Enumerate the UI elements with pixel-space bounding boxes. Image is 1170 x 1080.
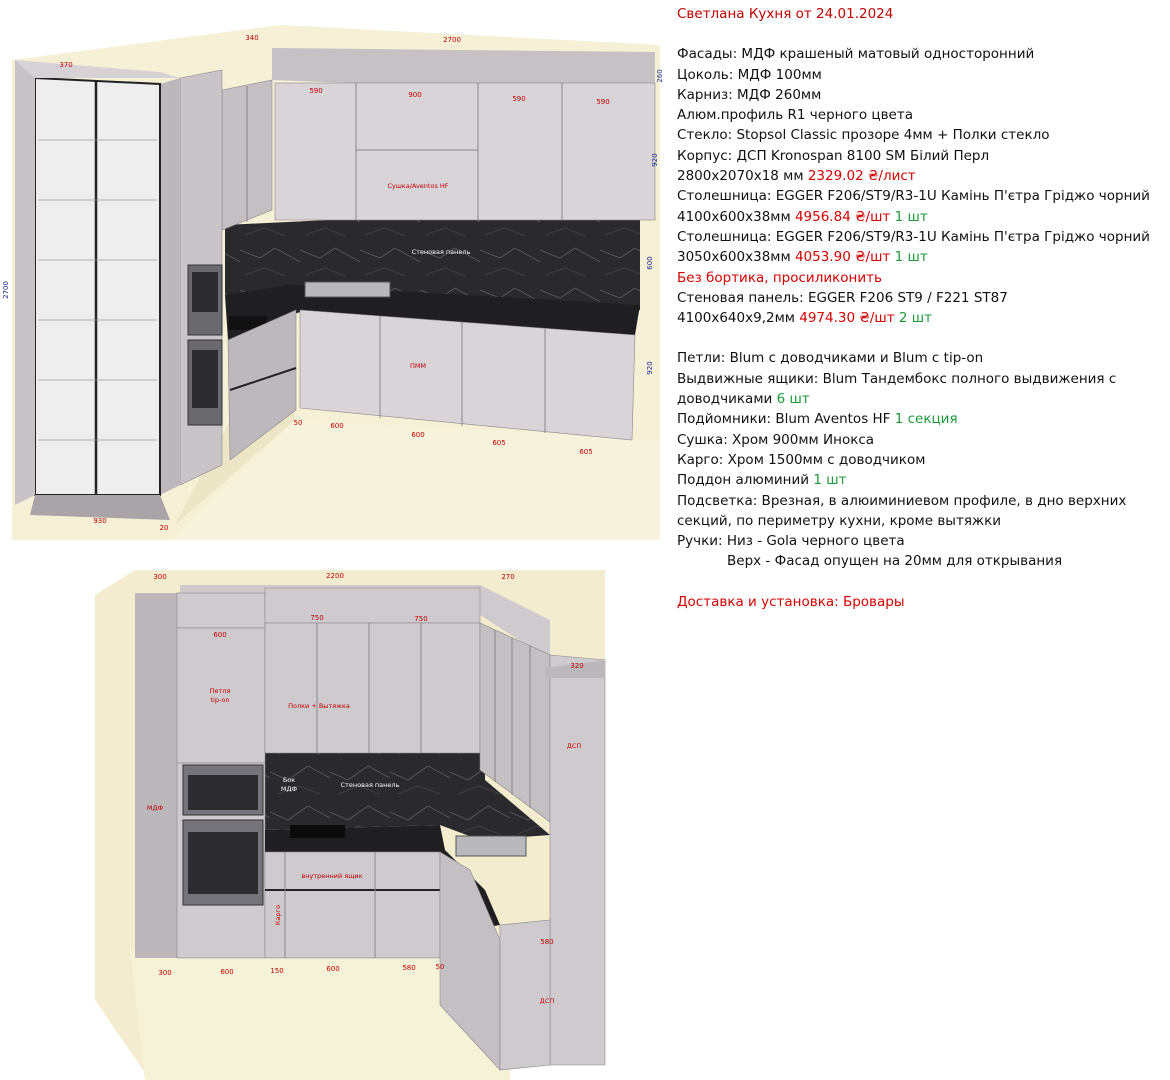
dim-label: 590 — [512, 95, 526, 103]
dsp-label: ДСП — [566, 742, 582, 750]
price-text: 4053.90 ₴/шт — [794, 249, 891, 266]
spec-line: Стекло: Stopsol Classic прозоре 4мм + Полки стекло — [677, 127, 1050, 144]
price-text: 4956.84 ₴/шт — [794, 208, 891, 225]
spec-line: Верх - Фасад опущен на 20мм для открывания — [727, 553, 1063, 570]
spec-line: Выдвижные ящики: Blum Тандембокс полного выдвижения с — [677, 370, 1117, 387]
dim-label: 580 — [540, 938, 554, 946]
size-text: 3050x600x38мм — [677, 249, 791, 266]
dim-label: 270 — [501, 573, 515, 581]
size-text: 2800x2070x18 мм — [677, 168, 804, 185]
spec-line: Стеновая панель: EGGER F206 ST9 / F221 ST87 — [677, 289, 1008, 306]
dim-label: 150 — [270, 967, 284, 975]
qty-text: 2 шт — [898, 310, 932, 327]
spec-line: Подсветка: Врезная, в алюиминиевом профиле, в дно верхних — [677, 492, 1127, 509]
dim-label: 2700 — [2, 281, 10, 299]
delivery-line: Доставка и установка: Бровары — [677, 593, 905, 610]
dim-label: 50 — [293, 419, 303, 427]
dim-label: 750 — [310, 614, 324, 622]
qty-text: 1 шт — [894, 249, 928, 266]
spec-line: Алюм.профиль R1 черного цвета — [677, 107, 913, 124]
qty-text: 1 секция — [894, 411, 958, 428]
dim-label: 580 — [402, 964, 416, 972]
spec-line — [677, 389, 1167, 409]
dim-label: 605 — [492, 439, 506, 447]
dim-label: 600 — [411, 431, 425, 439]
dim-label: 260 — [656, 69, 664, 83]
side-mdf-label: МДФ — [280, 785, 298, 793]
dim-label: 370 — [59, 61, 73, 69]
dim-label: 300 — [153, 573, 167, 581]
spec-line — [677, 470, 1167, 490]
dim-label: 2200 — [326, 572, 344, 580]
mdf-label: МДФ — [146, 804, 164, 812]
wall-panel-label: Стеновая панель — [340, 781, 400, 789]
side-label: Бок — [282, 776, 296, 784]
dsp-label: ДСП — [539, 997, 555, 1005]
dim-label: 920 — [651, 153, 659, 167]
spec-line — [677, 207, 1167, 227]
spec-line: Сушка: Хром 900мм Инокса — [677, 431, 875, 448]
spec-line: Столешница: EGGER F206/ST9/R3-1U Камінь П'єтра Гріджо чорний — [677, 188, 1150, 205]
spec-line — [677, 409, 1167, 429]
price-text: 4974.30 ₴/шт — [799, 310, 895, 327]
spec-text — [677, 0, 1167, 612]
spec-line: Без бортика, просиликонить — [677, 269, 882, 286]
dim-label: 930 — [93, 517, 107, 525]
dim-label: 590 — [309, 87, 323, 95]
dryer-label: Сушка/Aventos HF — [387, 182, 449, 190]
dim-label: 590 — [596, 98, 610, 106]
spec-text-part: Подйомники: Blum Aventos HF — [677, 411, 891, 428]
spec-line: Фасады: МДФ крашеный матовый односторонний — [677, 46, 1035, 63]
wall-panel-label: Стеновая панель — [411, 248, 471, 256]
spec-title: Светлана Кухня от 24.01.2024 — [677, 6, 894, 22]
dim-label: 600 — [646, 256, 654, 270]
spec-line — [677, 247, 1167, 267]
spec-line: Петли: Blum с доводчиками и Blum с tip-on — [677, 350, 984, 367]
dim-label: 920 — [646, 361, 654, 375]
dim-label: 50 — [435, 963, 445, 971]
dim-label: 20 — [159, 524, 169, 532]
dim-label: 605 — [579, 448, 593, 456]
qty-text: 6 шт — [776, 391, 810, 408]
spec-line: Столешница: EGGER F206/ST9/R3-1U Камінь П'єтра Гріджо чорний — [677, 228, 1150, 245]
spec-line: секций, по периметру кухни, кроме вытяжки — [677, 512, 1002, 529]
hinge-label: Петля — [209, 687, 231, 695]
dishwasher-label: ПММ — [409, 362, 427, 370]
spec-text-part: доводчиками — [677, 391, 773, 408]
size-text: 4100x640x9,2мм — [677, 310, 795, 327]
dim-label: 600 — [213, 631, 227, 639]
dim-label: 600 — [220, 968, 234, 976]
spec-line — [677, 308, 1167, 328]
qty-text: 1 шт — [894, 208, 928, 225]
dim-label: 750 — [414, 615, 428, 623]
spec-line: Карниз: МДФ 260мм — [677, 86, 822, 103]
dim-label: 2700 — [443, 36, 461, 44]
dim-label: 900 — [408, 91, 422, 99]
spec-line: Ручки: Низ - Gola черного цвета — [677, 533, 905, 550]
dim-label: 340 — [245, 34, 259, 42]
spec-line — [677, 166, 1167, 186]
tipon-label: tip-on — [210, 696, 230, 704]
dim-label: 300 — [158, 969, 172, 977]
spec-line: Цоколь: МДФ 100мм — [677, 66, 822, 83]
dim-label: 600 — [330, 422, 344, 430]
dim-label: 600 — [326, 965, 340, 973]
spec-line: Карго: Хром 1500мм с доводчиком — [677, 451, 926, 468]
qty-text: 1 шт — [813, 472, 847, 489]
size-text: 4100x600x38мм — [677, 208, 791, 225]
kitchen-render-top — [0, 0, 665, 545]
dim-label: 320 — [570, 662, 584, 670]
spec-text-part: Поддон алюминий — [677, 472, 810, 489]
shelves-label: Полки + Вытяжка — [288, 702, 350, 710]
price-text: 2329.02 ₴/лист — [807, 168, 916, 185]
kitchen-render-bottom — [90, 560, 620, 1080]
inner-drawer-label: внутренний ящик — [301, 872, 363, 880]
cargo-label: Карго — [274, 904, 282, 926]
spec-line: Корпус: ДСП Kronospan 8100 SM Білий Перл — [677, 147, 990, 164]
